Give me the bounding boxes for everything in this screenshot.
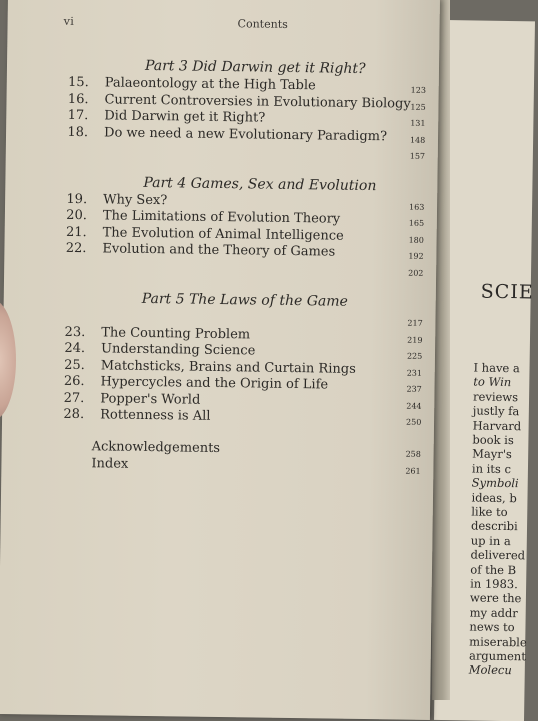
chapter-title: The Limitations of Evolution Theory bbox=[102, 208, 341, 227]
chapter-page: 180 bbox=[408, 235, 424, 245]
right-page-line: book is bbox=[472, 432, 514, 448]
chapter-page: 219 bbox=[407, 335, 423, 345]
chapter-page: 244 bbox=[406, 401, 422, 411]
chapter-title: Understanding Science bbox=[100, 341, 256, 359]
chapter-page: 163 bbox=[409, 202, 425, 212]
right-page-line: Molecu bbox=[468, 662, 512, 678]
running-header bbox=[8, 14, 440, 31]
chapter-number: 24. bbox=[64, 340, 86, 357]
part-heading: Part 4 Games, Sex and Evolution bbox=[143, 174, 377, 194]
chapter-number: 22. bbox=[65, 240, 87, 257]
right-page-line: up in a bbox=[470, 533, 511, 548]
chapter-page: 165 bbox=[408, 218, 425, 228]
chapter-title: Popper's World bbox=[100, 390, 201, 408]
part-heading: Part 5 The Laws of the Game bbox=[141, 290, 349, 310]
chapter-page: 217 bbox=[407, 318, 423, 328]
chapter-number: 21. bbox=[65, 224, 87, 240]
chapter-number: 20. bbox=[66, 207, 88, 224]
chapter-title: Matchsticks, Brains and Curtain Rings bbox=[100, 357, 356, 377]
chapter-page: 148 bbox=[409, 135, 426, 145]
back-matter-title: Index bbox=[91, 455, 129, 472]
chapter-number: 26. bbox=[63, 373, 85, 390]
right-page-line: in 1983. bbox=[470, 576, 518, 592]
right-page-line: were the bbox=[469, 590, 522, 606]
right-page-line: my addr bbox=[469, 605, 518, 621]
chapter-title: Why Sex? bbox=[103, 191, 168, 208]
right-page-line: of the B bbox=[470, 562, 517, 577]
chapter-number: 19. bbox=[66, 191, 88, 207]
right-page-line: miserable bbox=[469, 634, 527, 649]
right-page-line: reviews bbox=[472, 389, 519, 404]
chapter-number: 16. bbox=[67, 91, 89, 107]
chapter-page: 237 bbox=[406, 384, 422, 394]
right-page-line: news to bbox=[469, 619, 515, 635]
chapter-page: 250 bbox=[405, 417, 422, 427]
chapter-title: The Evolution of Animal Intelligence bbox=[102, 224, 344, 244]
chapter-number: 18. bbox=[67, 124, 89, 140]
chapter-title: Hypercycles and the Origin of Life bbox=[100, 374, 329, 393]
part-heading: Part 3 Did Darwin get it Right? bbox=[144, 57, 366, 77]
chapter-page: 123 bbox=[410, 85, 427, 95]
chapter-number: 23. bbox=[64, 324, 86, 340]
back-matter-entry bbox=[61, 454, 421, 476]
chapter-title: Do we need a new Evolutionary Paradigm? bbox=[103, 124, 388, 144]
right-page-line: Symboli bbox=[471, 475, 519, 491]
chapter-title: Did Darwin get it Right? bbox=[104, 108, 266, 126]
right-page-line: delivered bbox=[470, 547, 526, 563]
right-page-line: describi bbox=[470, 518, 518, 534]
right-page-line: justly fa bbox=[472, 403, 520, 419]
chapter-page: 131 bbox=[410, 118, 426, 128]
chapter-number: 28. bbox=[63, 406, 85, 423]
right-page-line: like to bbox=[471, 504, 508, 520]
right-page-line: to Win bbox=[473, 374, 512, 390]
chapter-number: 15. bbox=[67, 74, 89, 91]
chapter-number: 17. bbox=[67, 107, 89, 124]
chapter-title: Palaeontology at the High Table bbox=[104, 75, 316, 94]
right-page-line: argument bbox=[468, 648, 526, 664]
right-page-line: Harvard bbox=[472, 418, 522, 433]
chapter-number: 25. bbox=[64, 357, 85, 373]
right-page-line: I have a bbox=[473, 360, 520, 376]
chapter-page: 231 bbox=[406, 368, 423, 378]
back-matter-page: 261 bbox=[405, 466, 421, 476]
running-head-title: Contents bbox=[237, 17, 288, 31]
table-of-contents bbox=[61, 55, 427, 476]
page-number: vi bbox=[63, 14, 75, 28]
right-page-heading: SCIE bbox=[480, 280, 534, 304]
chapter-title: Rottenness is All bbox=[100, 407, 211, 424]
chapter-page: 125 bbox=[410, 102, 426, 112]
right-page-line: in its c bbox=[471, 461, 512, 476]
chapter-page: 202 bbox=[408, 268, 424, 278]
chapter-page: 157 bbox=[409, 151, 426, 161]
chapter-page: 192 bbox=[408, 251, 424, 261]
chapter-title: Current Controversies in Evolutionary Biology bbox=[104, 91, 411, 112]
back-matter-title: Acknowledgements bbox=[91, 438, 221, 456]
chapter-number: 27. bbox=[63, 390, 85, 406]
right-page-line: ideas, b bbox=[471, 490, 517, 505]
chapter-page: 225 bbox=[406, 351, 423, 361]
chapter-title: The Counting Problem bbox=[101, 324, 251, 342]
chapter-title: Evolution and the Theory of Games bbox=[102, 241, 336, 260]
back-matter-page: 258 bbox=[405, 449, 421, 459]
right-page-line: Mayr's bbox=[472, 446, 512, 462]
